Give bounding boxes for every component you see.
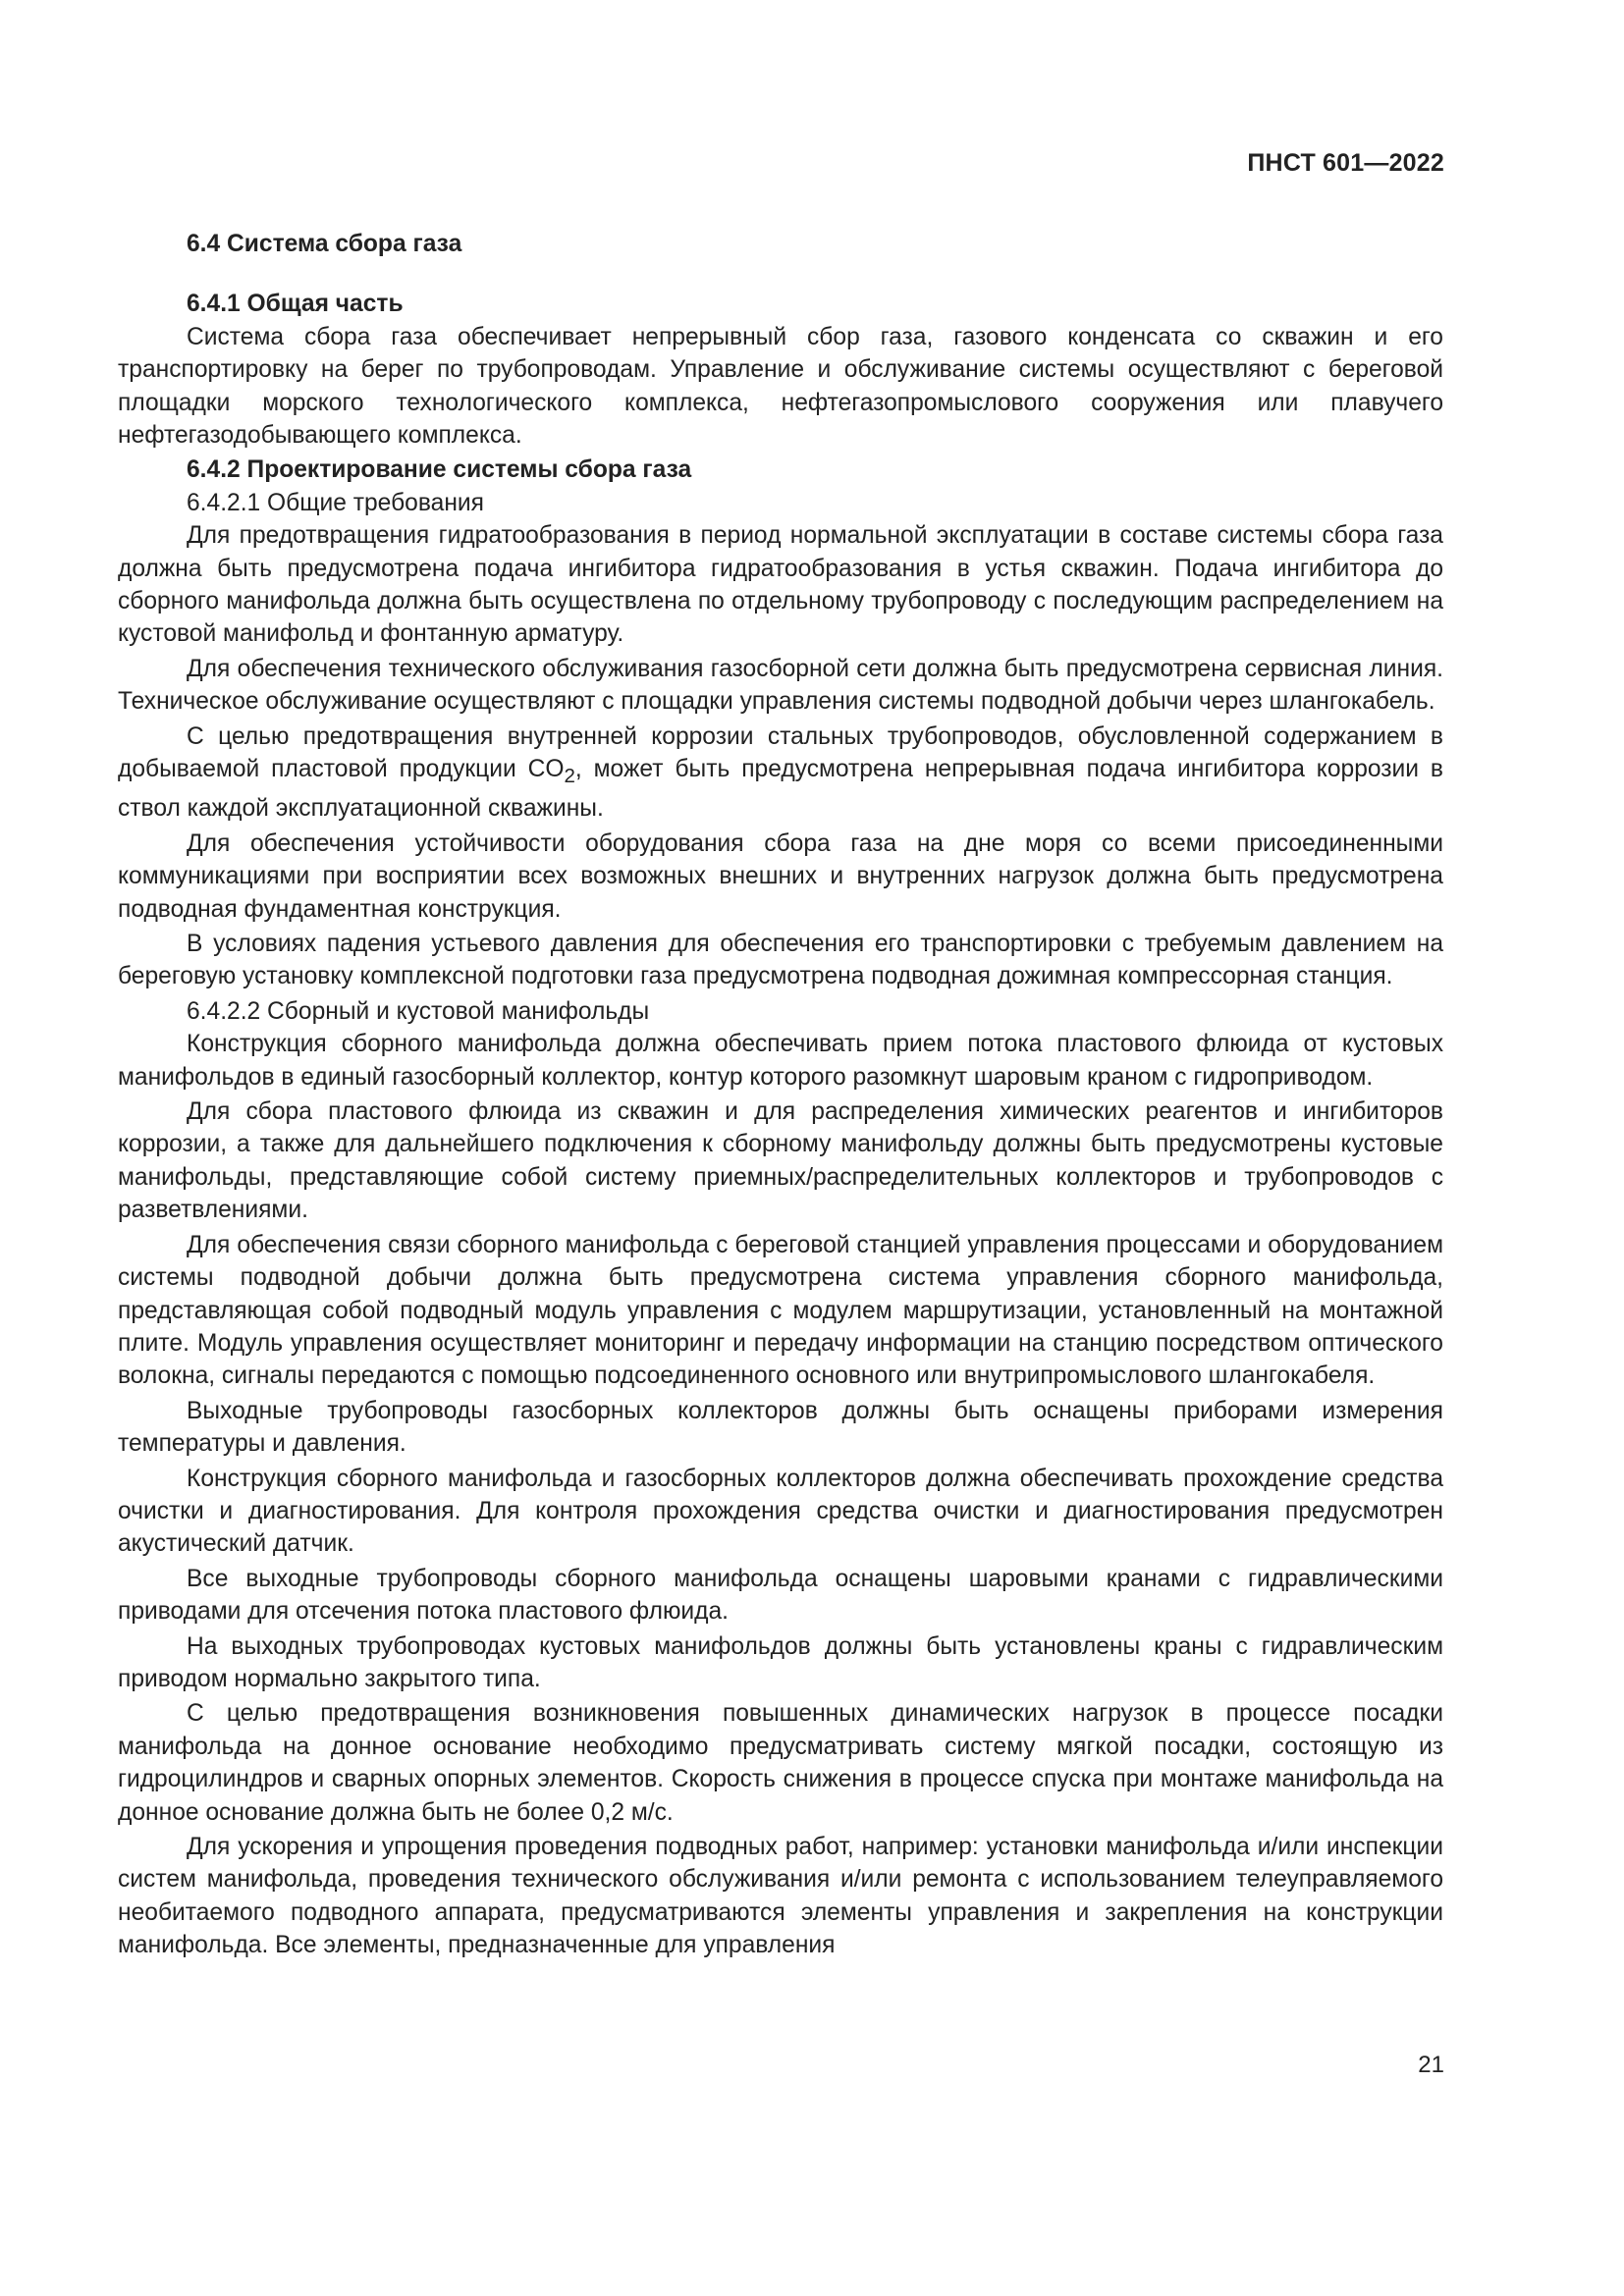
paragraph: На выходных трубопроводах кустовых манифольдов должны быть установлены краны с гидравлическим приводом нормально закрытого типа.	[118, 1632, 1443, 1692]
document-body	[118, 228, 1443, 1964]
subsection-title-design: 6.4.2 Проектирование системы сбора газа	[187, 456, 692, 484]
paragraph: Все выходные трубопроводы сборного манифольда оснащены шаровыми кранами с гидравлическими приводами для отсечения потока пластового флюида.	[118, 1565, 1443, 1626]
section-title: 6.4 Система сбора газа	[187, 231, 462, 257]
paragraph: Для обеспечения устойчивости оборудования сбора газа на дне моря со всеми присоединенными коммуникациями при восприятии всех возможных внешних и внутренних нагрузок должна быть предусмотрена подводная фундаментная конструкция.	[118, 829, 1443, 923]
paragraph: Для обеспечения связи сборного манифольда с береговой станцией управления процессами и оборудованием системы подводной добычи должна быть предусмотрена система управления сборного манифольда, представляющая собой подводный модуль управления с модулем маршрутизации, установленный на монтажной плите. Модуль управления осуществляет мониторинг и передачу информации на станцию посредством оптического волокна, сигналы передаются с помощью подсоединенного основного или внутрипромыслового шлангокабеля.	[118, 1231, 1443, 1390]
paragraph-co2	[118, 721, 1443, 826]
paragraph: Конструкция сборного манифольда и газосборных коллекторов должна обеспечивать прохождение средства очистки и диагностирования. Для контроля прохождения средства очистки и диагностирования предусмотрен акустический датчик.	[118, 1465, 1443, 1558]
paragraph-co2-text: С целью предотвращения внутренней коррозии стальных трубопроводов, обусловленной содержанием в добываемой пластовой продукции CO	[118, 722, 1443, 783]
document-code: ПНСТ 601—2022	[1247, 149, 1444, 177]
paragraph: Система сбора газа обеспечивает непрерывный сбор газа, газового конденсата со скважин и его транспортировку на берег по трубопроводам. Управление и обслуживание системы осуществляют с береговой площадки морского технологического комплекса, нефтегазопромыслового сооружения или плавучего нефтегазодобывающего комплекса.	[118, 323, 1443, 450]
paragraph: С целью предотвращения возникновения повышенных динамических нагрузок в процессе посадки манифольда на донное основание необходимо предусматривать систему мягкой посадки, состоящую из гидроцилиндров и сварных опорных элементов. Скорость снижения в процессе спуска при монтаже манифольда на донное основание должна быть не более 0,2 м/с.	[118, 1700, 1443, 1826]
paragraph: Выходные трубопроводы газосборных коллекторов должны быть оснащены приборами измерения температуры и давления.	[118, 1397, 1443, 1458]
page-number: 21	[1418, 2052, 1444, 2078]
paragraph-co2-text-end: , может быть предусмотрена непрерывная подача ингибитора коррозии в ствол каждой эксплуатационной скважины.	[118, 756, 1443, 823]
co2-subscript: 2	[564, 765, 575, 787]
paragraph: В условиях падения устьевого давления для обеспечения его транспортировки с требуемым давлением на береговую установку комплексной подготовки газа предусмотрена подводная дожимная компрессорная станция.	[118, 931, 1443, 990]
clause-title-general-requirements: 6.4.2.1 Общие требования	[187, 489, 484, 516]
paragraph: Для сбора пластового флюида из скважин и для распределения химических реагентов и ингибиторов коррозии, а также для дальнейшего подключения к сборному манифольду должны быть предусмотрены кустовые манифольды, представляющие собой систему приемных/распределительных коллекторов и трубопроводов с разветвлениями.	[118, 1098, 1443, 1224]
clause-title-manifolds: 6.4.2.2 Сборный и кустовой манифольды	[187, 997, 650, 1025]
paragraph: Конструкция сборного манифольда должна обеспечивать прием потока пластового флюида от кустовых манифольдов в единый газосборный коллектор, контур которого разомкнут шаровым краном с гидроприводом.	[118, 1031, 1443, 1091]
paragraph: Для предотвращения гидратообразования в период нормальной эксплуатации в составе системы сбора газа должна быть предусмотрена подача ингибитора гидратообразования в устья скважин. Подача ингибитора до сборного манифольда должна быть осуществлена по отдельному трубопроводу с последующим распределением на кустовой манифольд и фонтанную арматуру.	[118, 522, 1443, 648]
paragraph: Для обеспечения технического обслуживания газосборной сети должна быть предусмотрена сервисная линия. Техническое обслуживание осуществляют с площадки управления системы подводной добычи через шлангокабель.	[118, 655, 1443, 716]
paragraph: Для ускорения и упрощения проведения подводных работ, например: установки манифольда и/или инспекции систем манифольда, проведения технического обслуживания и/или ремонта с использованием телеуправляемого необитаемого подводного аппарата, предусматриваются элементы управления и закрепления на конструкции манифольда. Все элементы, предназначенные для управления	[118, 1834, 1443, 1959]
subsection-title-general: 6.4.1 Общая часть	[187, 291, 404, 318]
